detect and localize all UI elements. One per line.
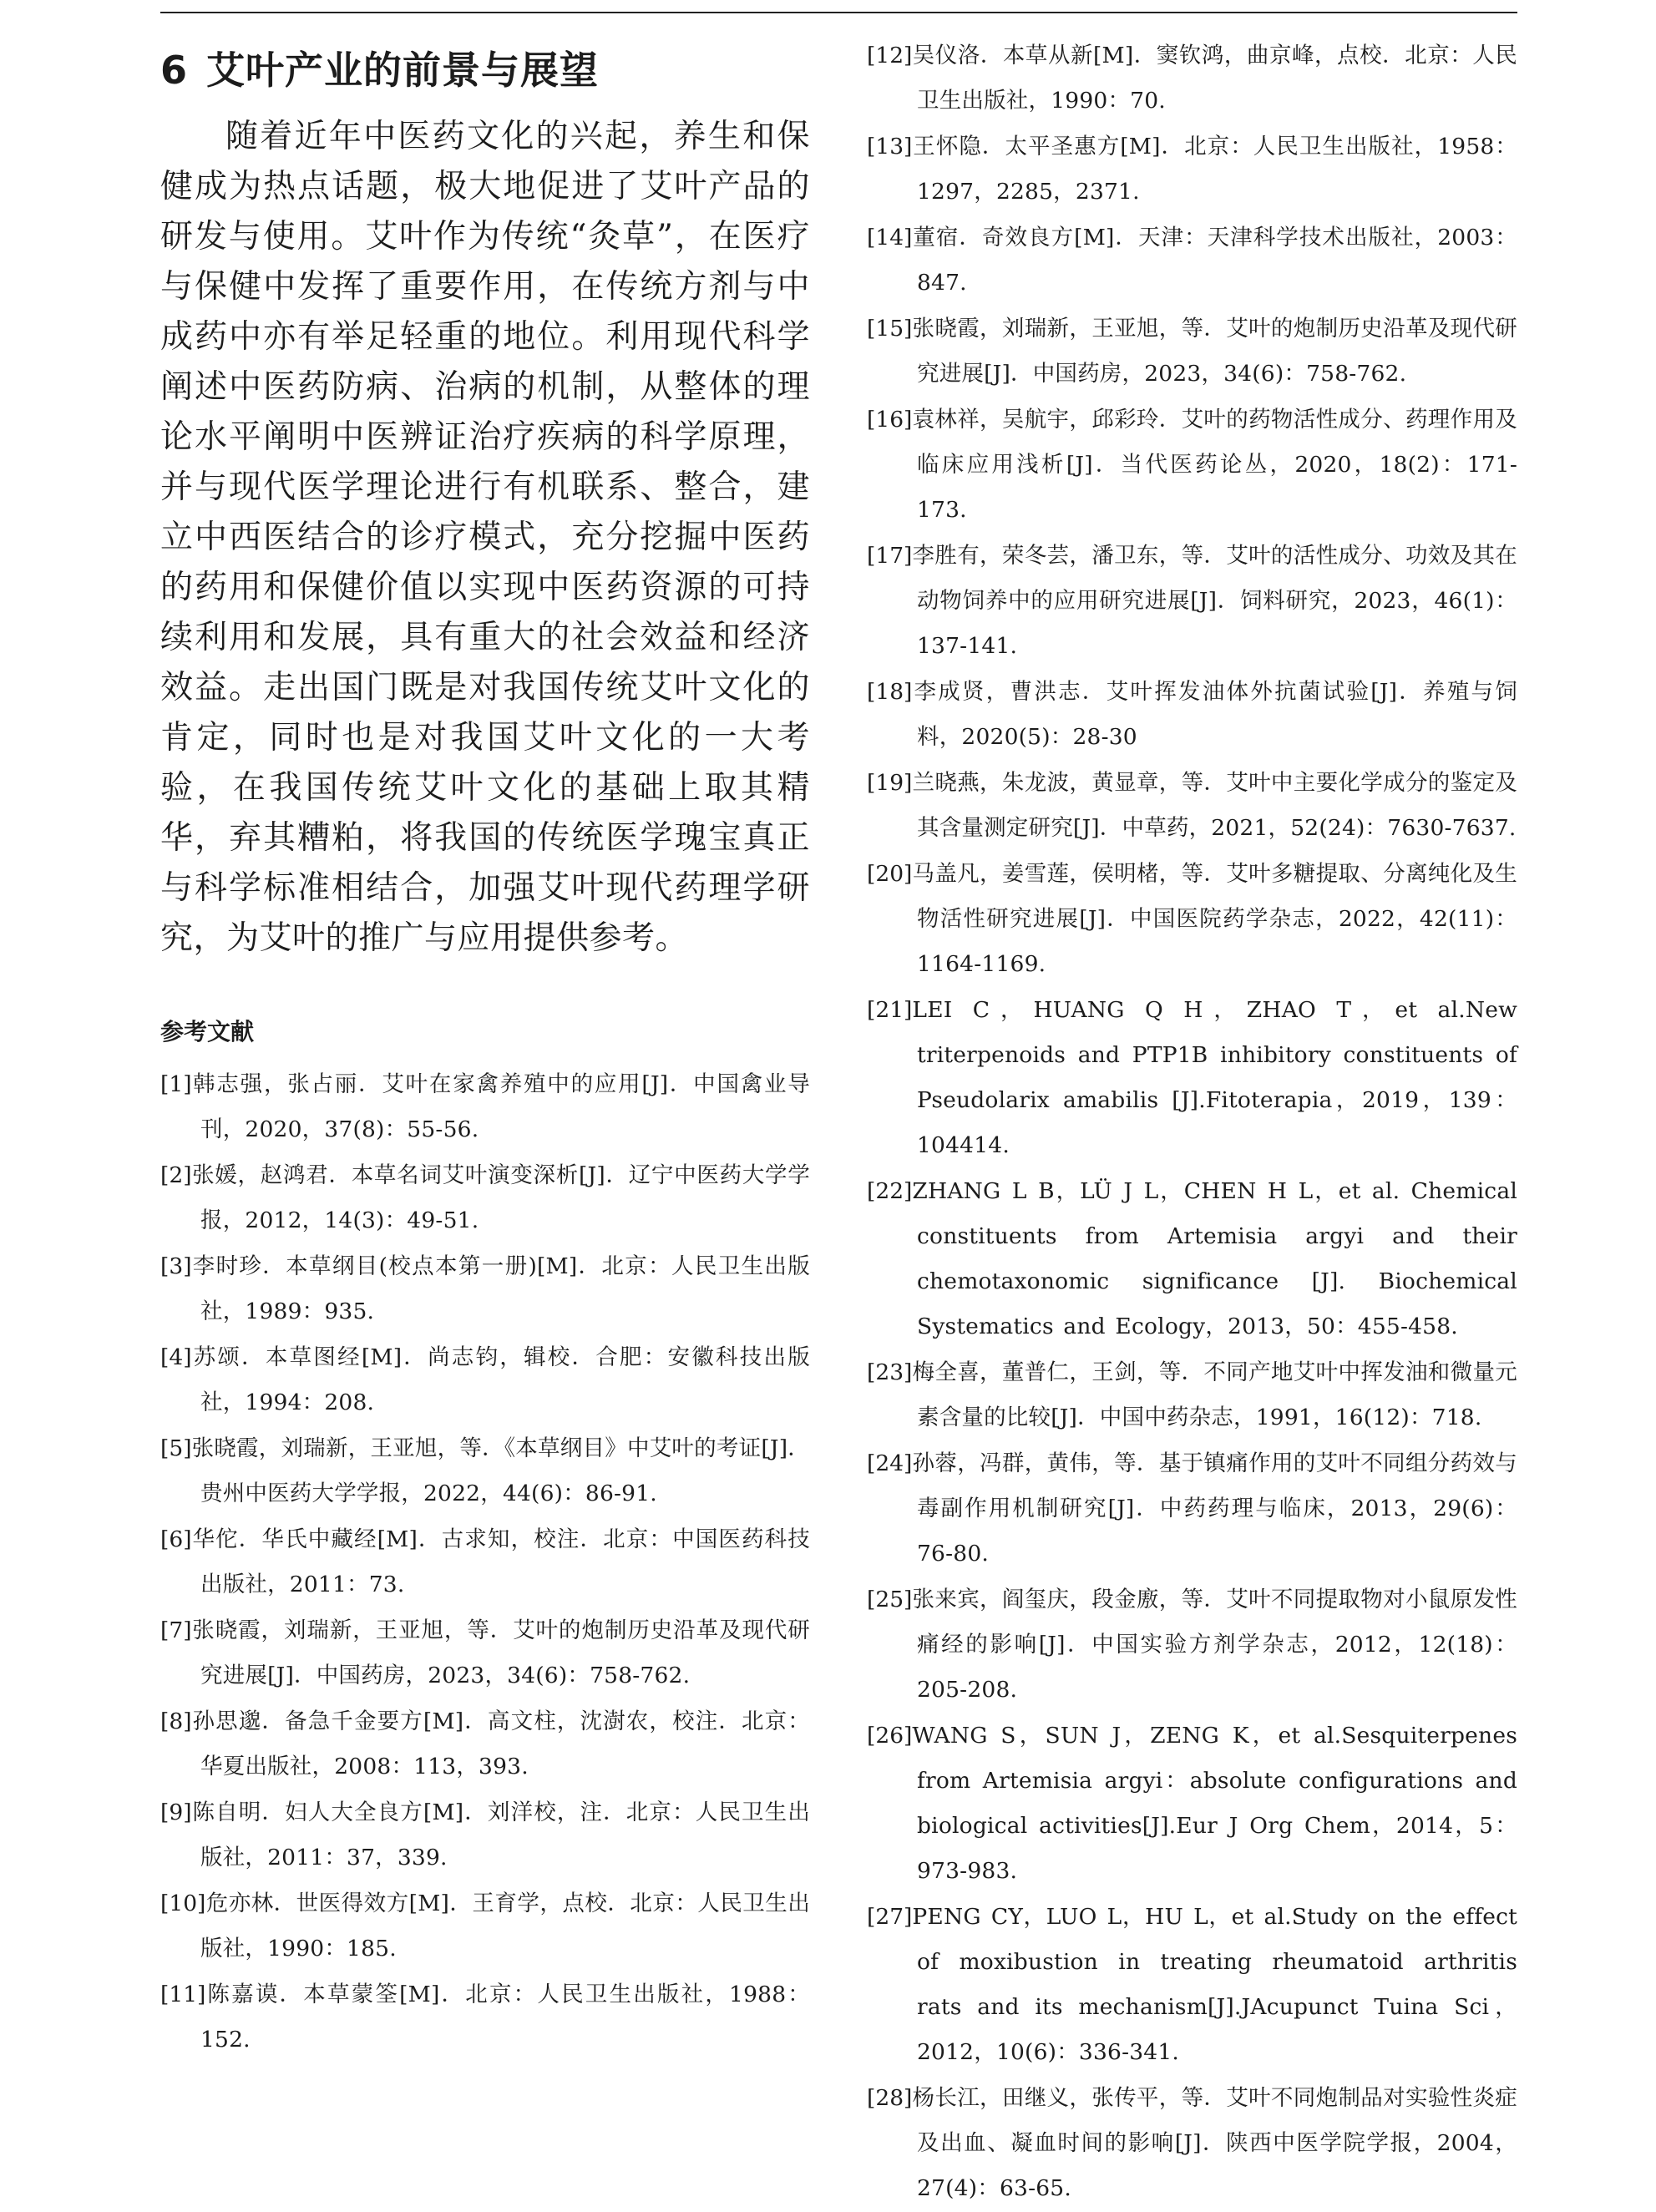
reference-item: [22]ZHANG L B，LÜ J L，CHEN H L，et al. Chemical constituents from Artemisia argyi and their chemotaxonomic significance [J]. Biochemical Systematics and Ecology，2013，50：455-458.: [867, 1178, 1517, 1339]
reference-item: [15]张晓霞，刘瑞新，王亚旭，等．艾叶的炮制历史沿革及现代研究进展[J]．中国药房，2023，34(6)：758-762.: [867, 316, 1517, 387]
reference-item: [1]韩志强，张占丽．艾叶在家禽养殖中的应用[J]．中国禽业导刊，2020，37(8)：55-56.: [160, 1071, 810, 1142]
reference-item: [25]张来宾，阎玺庆，段金廒，等．艾叶不同提取物对小鼠原发性痛经的影响[J]．中国实验方剂学杂志，2012，12(18)：205-208.: [867, 1587, 1517, 1703]
reference-item: [16]袁林祥，吴航宇，邱彩玲．艾叶的药物活性成分、药理作用及临床应用浅析[J]．当代医药论丛，2020，18(2)：171-173.: [867, 407, 1517, 523]
references-heading: 参考文献: [160, 1018, 255, 1045]
reference-list-right: [867, 33, 1517, 2211]
header-rule: [160, 12, 1517, 13]
left-column: [160, 33, 810, 2063]
reference-item: [8]孙思邈．备急千金要方[M]．高文柱，沈澍农，校注．北京：华夏出版社，2008：113，393.: [160, 1708, 810, 1779]
reference-item: [3]李时珍．本草纲目(校点本第一册)[M]．北京：人民卫生出版社，1989：935.: [160, 1253, 810, 1324]
section-paragraph: 随着近年中医药文化的兴起，养生和保健成为热点话题，极大地促进了艾叶产品的研发与使用。艾叶作为传统“灸草”，在医疗与保健中发挥了重要作用，在传统方剂与中成药中亦有举足轻重的地位。利用现代科学阐述中医药防病、治病的机制，从整体的理论水平阐明中医辨证治疗疾病的科学原理，并与现代医学理论进行有机联系、整合，建立中西医结合的诊疗模式，充分挖掘中医药的药用和保健价值以实现中医药资源的可持续利用和发展，具有重大的社会效益和经济效益。走出国门既是对我国传统艾叶文化的肯定，同时也是对我国艾叶文化的一大考验，在我国传统艾叶文化的基础上取其精华，弃其糟粕，将我国的传统医学瑰宝真正与科学标准相结合，加强艾叶现代药理学研究，为艾叶的推广与应用提供参考。: [160, 118, 810, 957]
reference-item: [10]危亦林．世医得效方[M]．王育学，点校．北京：人民卫生出版社，1990：185.: [160, 1891, 810, 1961]
reference-item: [5]张晓霞，刘瑞新，王亚旭，等．《本草纲目》中艾叶的考证[J]．贵州中医药大学学报，2022，44(6)：86-91.: [160, 1435, 810, 1506]
reference-item: [6]华佗．华氏中藏经[M]．古求知，校注．北京：中国医药科技出版社，2011：73.: [160, 1526, 810, 1597]
reference-item: [20]马盖凡，姜雪莲，侯明楮，等．艾叶多糖提取、分离纯化及生物活性研究进展[J]．中国医院药学杂志，2022，42(11)：1164-1169.: [867, 861, 1517, 977]
section-title: [160, 43, 810, 97]
reference-item: [28]杨长江，田继义，张传平，等．艾叶不同炮制品对实验性炎症及出血、凝血时间的影响[J]．陕西中医学院学报，2004，27(4)：63-65.: [867, 2085, 1517, 2201]
reference-item: [17]李胜有，荣冬芸，潘卫东，等．艾叶的活性成分、功效及其在动物饲养中的应用研究进展[J]．饲料研究，2023，46(1)：137-141.: [867, 543, 1517, 659]
reference-item: [26]WANG S，SUN J，ZENG K，et al.Sesquiterpenes from Artemisia argyi：absolute configurations and biological activities[J].Eur J Org Chem，2014，5：973-983.: [867, 1723, 1517, 1884]
reference-item: [9]陈自明．妇人大全良方[M]．刘洋校，注．北京：人民卫生出版社，2011：37，339.: [160, 1799, 810, 1870]
reference-item: [14]董宿．奇效良方[M]．天津：天津科学技术出版社，2003：847.: [867, 225, 1517, 296]
reference-item: [11]陈嘉谟．本草蒙筌[M]．北京：人民卫生出版社，1988：152.: [160, 1982, 810, 2053]
reference-item: [4]苏颂．本草图经[M]．尚志钧，辑校．合肥：安徽科技出版社，1994：208.: [160, 1344, 810, 1415]
reference-item: [12]吴仪洛．本草从新[M]．窦钦鸿，曲京峰，点校．北京：人民卫生出版社，1990：70.: [867, 43, 1517, 114]
reference-item: [23]梅全喜，董普仁，王剑，等．不同产地艾叶中挥发油和微量元素含量的比较[J]．中国中药杂志，1991，16(12)：718.: [867, 1359, 1517, 1430]
section-title-text: 艾叶产业的前景与展望: [206, 48, 600, 93]
reference-item: [24]孙蓉，冯群，黄伟，等．基于镇痛作用的艾叶不同组分药效与毒副作用机制研究[J]．中药药理与临床，2013，29(6)：76-80.: [867, 1450, 1517, 1567]
section-number: 6: [160, 48, 189, 93]
reference-item: [27]PENG CY，LUO L，HU L，et al.Study on the effect of moxibustion in treating rheumatoid arthritis rats and its mechanism[J].JAcupunct Tuina Sci，2012，10(6)：336-341.: [867, 1904, 1517, 2065]
reference-item: [7]张晓霞，刘瑞新，王亚旭，等．艾叶的炮制历史沿革及现代研究进展[J]．中国药房，2023，34(6)：758-762.: [160, 1617, 810, 1688]
reference-list-left: [160, 1062, 810, 2063]
right-column: [867, 33, 1517, 2212]
reference-item: [21]LEI C，HUANG Q H，ZHAO T，et al.New triterpenoids and PTP1B inhibitory constituents of Pseudolarix amabilis [J].Fitoterapia，2019，139：104414.: [867, 997, 1517, 1158]
reference-item: [13]王怀隐．太平圣惠方[M]．北京：人民卫生出版社，1958：1297，2285，2371.: [867, 134, 1517, 205]
reference-item: [2]张媛，赵鸿君．本草名词艾叶演变深析[J]．辽宁中医药大学学报，2012，14(3)：49-51.: [160, 1162, 810, 1233]
reference-item: [19]兰晓燕，朱龙波，黄显章，等．艾叶中主要化学成分的鉴定及其含量测定研究[J]．中草药，2021，52(24)：7630-7637.: [867, 770, 1517, 841]
reference-item: [18]李成贤，曹洪志．艾叶挥发油体外抗菌试验[J]．养殖与饲料，2020(5)：28-30: [867, 679, 1517, 750]
